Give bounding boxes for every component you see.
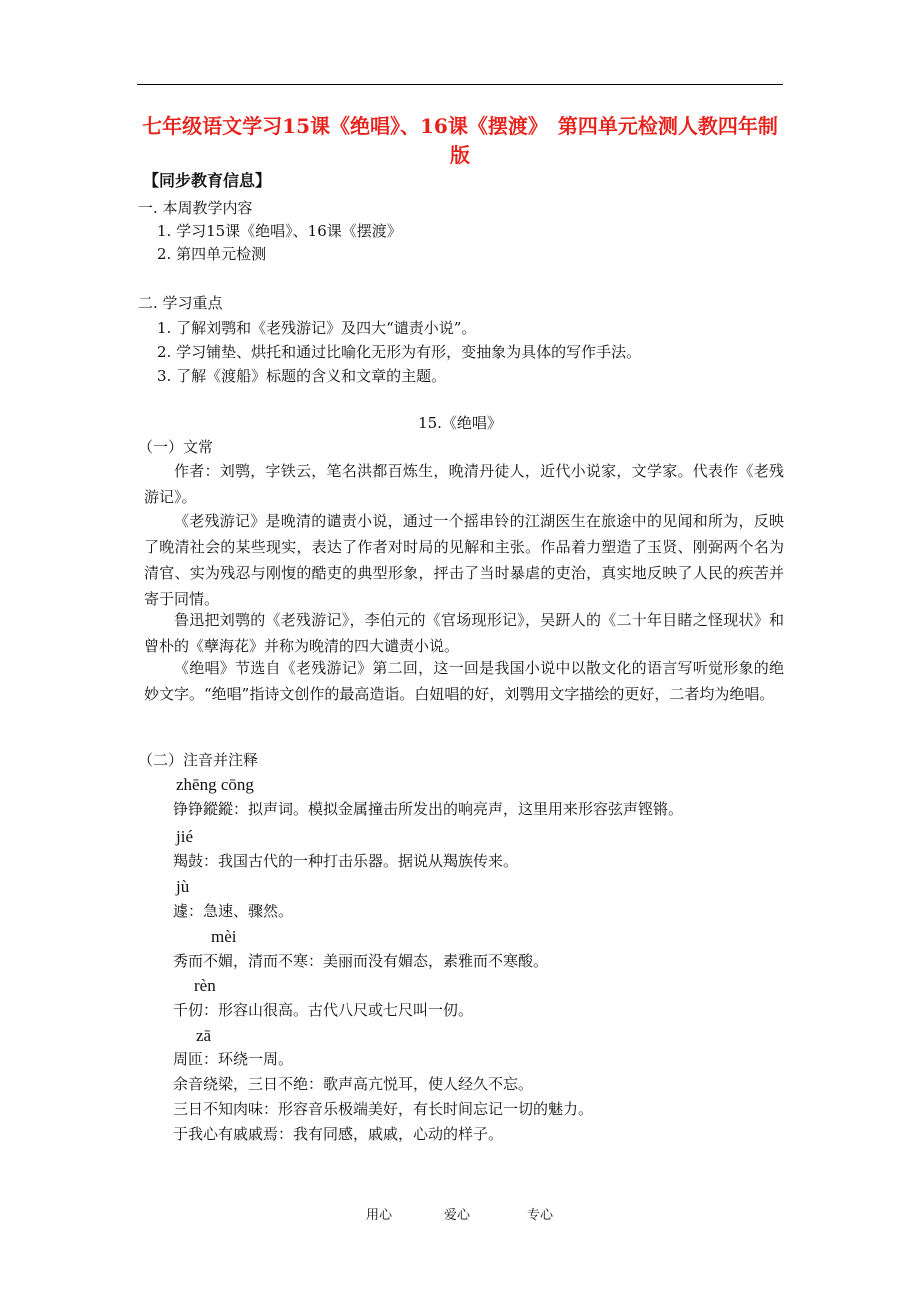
glossary-entry: 羯鼓：我国古代的一种打击乐器。据说从羯族传来。: [173, 852, 519, 870]
part2-item: 2. 学习铺垫、烘托和通过比喻化无形为有形，变抽象为具体的写作手法。: [157, 343, 642, 361]
wenchang-heading: （一）文常: [138, 438, 214, 456]
document-title: 七年级语文学习15课《绝唱》、16课《摆渡》 第四单元检测人教四年制版: [142, 114, 778, 167]
pinyin-annotation: rèn: [194, 976, 216, 995]
footer-text: 专心: [527, 1208, 554, 1223]
glossary-entry: 铮铮鏦鏦：拟声词。模拟金属撞击所发出的响亮声，这里用来形容弦声铿锵。: [173, 800, 684, 818]
header-rule: [137, 84, 783, 85]
glossary-entry: 遽：急速、骤然。: [173, 902, 294, 920]
glossary-entry: 三日不知肉味：形容音乐极端美好，有长时间忘记一切的魅力。: [173, 1100, 594, 1118]
glossary-entry: 秀而不媚，清而不寒：美丽而没有媚态，素雅而不寒酸。: [173, 952, 549, 970]
pinyin-annotation: jié: [176, 827, 193, 846]
part1-heading: 一. 本周教学内容: [138, 199, 253, 217]
section-header: 【同步教育信息】: [143, 171, 272, 190]
pinyin-annotation: mèi: [211, 927, 237, 946]
wenchang-paragraph: 《绝唱》节选自《老残游记》第二回，这一回是我国小说中以散文化的语言写听觉形象的绝妙文字。“绝唱”指诗文创作的最高造诣。白妞唱的好，刘鹗用文字描绘的更好，二者均为绝唱。: [144, 659, 784, 703]
glossary-entry: 余音绕梁，三日不绝：歌声高亢悦耳，使人经久不忘。: [173, 1075, 534, 1093]
pinyin-annotation: zā: [196, 1026, 212, 1045]
pinyin-annotation: jù: [176, 877, 190, 896]
zhuyin-heading: （二）注音并注释: [138, 751, 259, 769]
part1-item: 2. 第四单元检测: [157, 245, 267, 263]
pinyin-annotation: zhēng cōng: [176, 775, 254, 794]
glossary-entry: 千仞：形容山很高。古代八尺或七尺叫一仞。: [173, 1001, 474, 1019]
lesson-title: 15.《绝唱》: [418, 414, 502, 432]
glossary-entry: 周匝：环绕一周。: [173, 1050, 294, 1068]
wenchang-paragraph: 《老残游记》是晚清的谴责小说，通过一个摇串铃的江湖医生在旅途中的见闻和所为，反映了晚清社会的某些现实，表达了作者对时局的见解和主张。作品着力塑造了玉贤、刚弼两个名为清官、实为残忍与刚愎的酷吏的典型形象，抨击了当时暴虐的吏治，真实地反映了人民的疾苦并寄于同情。: [144, 512, 784, 608]
part2-item: 3. 了解《渡船》标题的含义和文章的主题。: [157, 367, 447, 385]
part1-item: 1. 学习15课《绝唱》、16课《摆渡》: [157, 222, 402, 240]
part2-heading: 二. 学习重点: [138, 294, 223, 312]
footer-text: 爱心: [444, 1208, 471, 1223]
wenchang-paragraph: 作者：刘鹗，字铁云，笔名洪都百炼生，晚清丹徒人，近代小说家，文学家。代表作《老残游记》。: [144, 462, 784, 506]
footer-text: 用心: [366, 1208, 393, 1223]
part2-item: 1. 了解刘鹗和《老残游记》及四大“谴责小说”。: [157, 319, 477, 337]
glossary-entry: 于我心有戚戚焉：我有同感，戚戚，心动的样子。: [173, 1125, 504, 1143]
wenchang-paragraph: 鲁迅把刘鹗的《老残游记》，李伯元的《官场现形记》，吴趼人的《二十年目睹之怪现状》和曾朴的《孽海花》并称为晚清的四大谴责小说。: [144, 611, 784, 655]
